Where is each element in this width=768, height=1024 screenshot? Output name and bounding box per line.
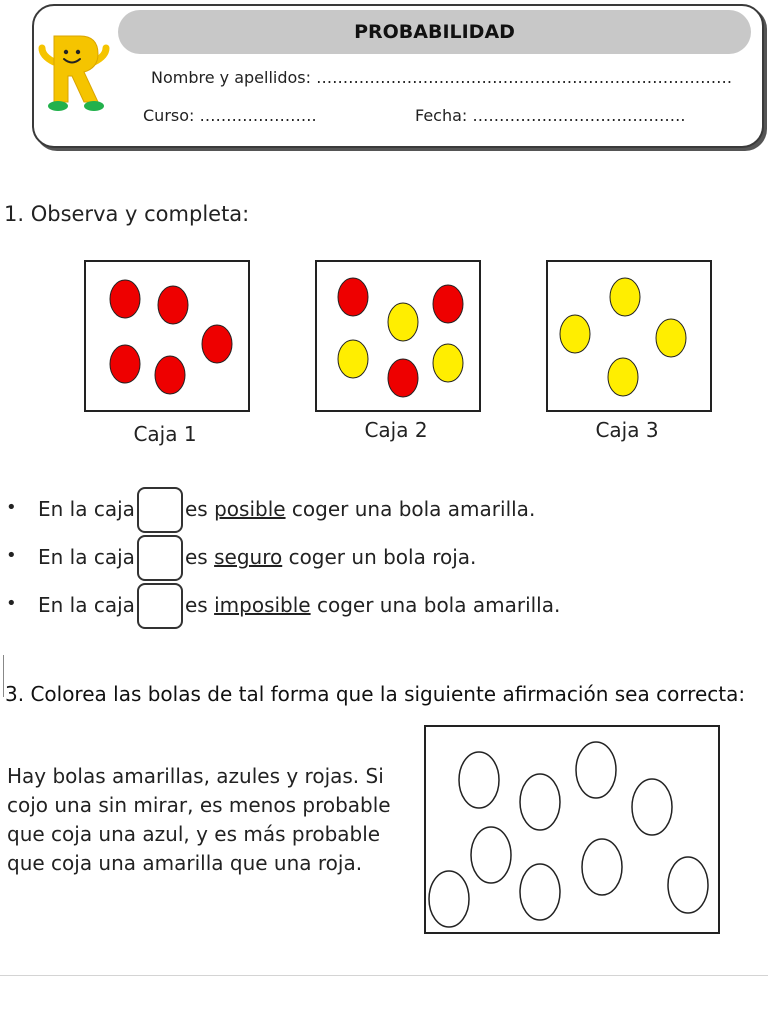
course-field-label: Curso: …………………. xyxy=(143,106,317,125)
coloring-box xyxy=(424,725,720,934)
bullet-prefix: En la caja xyxy=(38,545,135,569)
bullet-row-possible xyxy=(0,487,768,531)
exercise3-statement xyxy=(7,762,407,878)
ball-to-color[interactable] xyxy=(520,774,560,830)
date-field-label: Fecha: …………………………………. xyxy=(415,106,686,125)
statement-line: cojo una sin mirar, es menos probable xyxy=(7,793,391,817)
ball-to-color[interactable] xyxy=(668,857,708,913)
ball-to-color[interactable] xyxy=(471,827,511,883)
answer-box-possible[interactable] xyxy=(137,487,183,533)
answer-box-impossible[interactable] xyxy=(137,583,183,629)
answer-box-certain[interactable] xyxy=(137,535,183,581)
ball-red xyxy=(155,356,185,394)
bullet-verb: es xyxy=(185,497,215,521)
box-2 xyxy=(315,260,481,412)
bullet-verb: es xyxy=(185,545,215,569)
bullet-statement xyxy=(185,497,535,521)
exercise3-title: 3. Colorea las bolas de tal forma que la siguiente afirmación sea correcta: xyxy=(5,682,746,706)
bullet-rest: coger un bola roja. xyxy=(282,545,477,569)
ball-red xyxy=(388,359,418,397)
page-title: PROBABILIDAD xyxy=(118,10,751,54)
ball-yellow xyxy=(388,303,418,341)
bullet-statement xyxy=(185,545,476,569)
margin-line xyxy=(3,655,4,697)
bullet-verb: es xyxy=(185,593,215,617)
ball-to-color[interactable] xyxy=(429,871,469,927)
ball-red xyxy=(110,280,140,318)
box-1-balls xyxy=(86,262,248,410)
ball-yellow xyxy=(656,319,686,357)
ball-red xyxy=(202,325,232,363)
letter-r-mascot-icon xyxy=(36,30,114,116)
box-3-label: Caja 3 xyxy=(595,418,659,442)
ball-to-color[interactable] xyxy=(459,752,499,808)
box-2-label: Caja 2 xyxy=(364,418,428,442)
box-3-balls xyxy=(548,262,710,410)
ball-to-color[interactable] xyxy=(520,864,560,920)
statement-line: que coja una azul, y es más probable xyxy=(7,822,381,846)
name-field-label: Nombre y apellidos: …………………………………………………………………… xyxy=(151,68,733,87)
exercise1-title: 1. Observa y completa: xyxy=(4,202,250,226)
ball-red xyxy=(110,345,140,383)
ball-to-color[interactable] xyxy=(632,779,672,835)
bullet-rest: coger una bola amarilla. xyxy=(285,497,536,521)
bullet-rest: coger una bola amarilla. xyxy=(310,593,561,617)
keyword-impossible: imposible xyxy=(214,593,311,617)
ball-yellow xyxy=(610,278,640,316)
keyword-certain: seguro xyxy=(214,545,283,569)
coloring-box-balls xyxy=(426,727,718,932)
ball-yellow xyxy=(560,315,590,353)
ball-to-color[interactable] xyxy=(576,742,616,798)
ball-yellow xyxy=(338,340,368,378)
bullet-prefix: En la caja xyxy=(38,593,135,617)
box-1-label: Caja 1 xyxy=(133,422,197,446)
ball-red xyxy=(158,286,188,324)
box-1 xyxy=(84,260,250,412)
statement-line: Hay bolas amarillas, azules y rojas. Si xyxy=(7,764,384,788)
ball-to-color[interactable] xyxy=(582,839,622,895)
bullet-dot: • xyxy=(6,497,17,518)
bullet-dot: • xyxy=(6,545,17,566)
bullet-row-certain xyxy=(0,535,768,579)
box-2-balls xyxy=(317,262,479,410)
keyword-possible: posible xyxy=(214,497,286,521)
bullet-statement xyxy=(185,593,560,617)
statement-line: que coja una amarilla que una roja. xyxy=(7,851,363,875)
bullet-row-impossible xyxy=(0,583,768,627)
ball-yellow xyxy=(608,358,638,396)
bullet-prefix: En la caja xyxy=(38,497,135,521)
box-3 xyxy=(546,260,712,412)
ball-red xyxy=(433,285,463,323)
page-divider xyxy=(0,975,768,976)
ball-yellow xyxy=(433,344,463,382)
bullet-dot: • xyxy=(6,593,17,614)
ball-red xyxy=(338,278,368,316)
